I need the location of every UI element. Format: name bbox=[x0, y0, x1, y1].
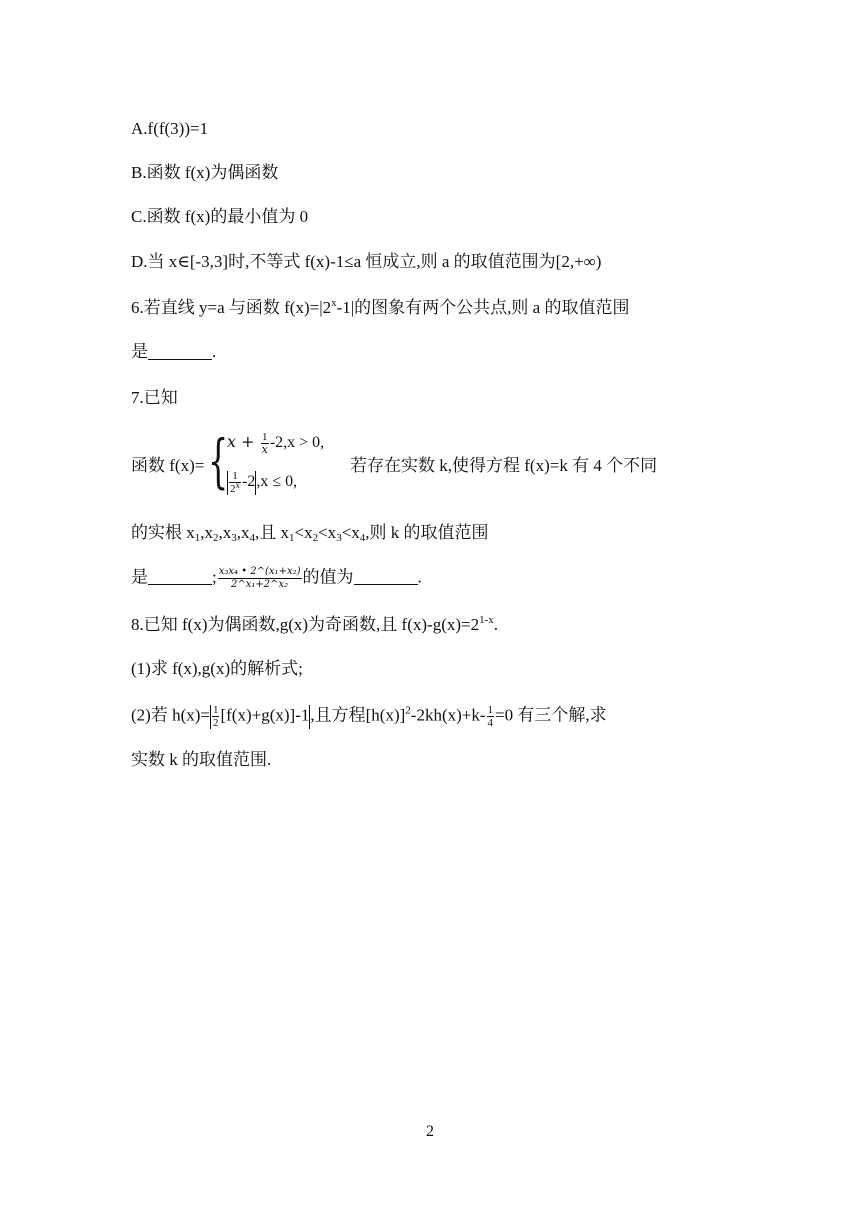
q7-roots-line: 的实根 $x_1,x_2,x_3,x_4$,且 $x_1<x_2<x_3<x_4$,则 k 的取值范围 bbox=[131, 523, 489, 544]
quarter-fraction: $\frac{1}{4}$ bbox=[487, 704, 494, 729]
q7-func-label: 函数 f(x)= bbox=[131, 456, 205, 475]
half-fraction: $\frac{1}{2}$ bbox=[212, 704, 219, 729]
option-d: D.当 x∈[-3,3]时,不等式 f(x)-1≤a 恒成立,则 a 的取值范围为[2,+∞) bbox=[131, 252, 602, 271]
option-c: C.函数 f(x)的最小值为 0 bbox=[131, 207, 309, 226]
piecewise-case-2 bbox=[227, 470, 297, 495]
abs-bar-left bbox=[210, 705, 211, 729]
q8-part2-line2: 实数 k 的取值范围. bbox=[131, 750, 272, 769]
q6-line2-text: 是 bbox=[131, 342, 148, 361]
q7-after-func: 若存在实数 k,使得方程 f(x)=k 有 4 个不同 bbox=[350, 456, 658, 475]
abs-bar-left bbox=[227, 471, 228, 495]
q6-line2 bbox=[131, 341, 216, 363]
expression-fraction: $\frac{\text{x₃x₄ • 2\textasciicircum{}(x₁+x₂)}}{\text{2\textasciicircum{}x₁+2\textasciicircum{}x₂}}$ bbox=[218, 566, 301, 590]
piecewise-case-1 bbox=[227, 431, 324, 456]
q8-part1: (1)求 f(x),g(x)的解析式; bbox=[131, 659, 303, 678]
case1-expr: x + bbox=[227, 432, 260, 452]
case2-tail: ,x ≤ 0, bbox=[256, 473, 298, 491]
q7-intro: 7.已知 bbox=[131, 388, 178, 407]
page-number: 2 bbox=[426, 1123, 434, 1140]
case1-tail: -2,x > 0, bbox=[269, 434, 325, 452]
case2-minus: -2 bbox=[242, 473, 256, 491]
option-b: B.函数 f(x)为偶函数 bbox=[131, 163, 279, 182]
q8-part2: (2)若 h(x)= $\frac{1}{2}$ [f(x)+g(x)]-1,且方程$[h(x)]^2-2kh(x)+k-$ $\frac{1}{4}$ =0 有三个解,求 bbox=[131, 704, 607, 729]
case2-frac: $\frac{1}{2^x}$ bbox=[230, 470, 241, 495]
option-a: A.f(f(3))=1 bbox=[131, 119, 209, 138]
q8-intro: 8.已知 f(x)为偶函数,g(x)为奇函数,且 $f(x)-g(x)=2^{1-x}$. bbox=[131, 614, 499, 634]
answer-blank[interactable] bbox=[148, 343, 212, 360]
q6-text-b: -1|的图象有两个公共点,则 a 的取值范围 bbox=[336, 298, 630, 317]
q6-line1 bbox=[131, 297, 629, 319]
answer-blank-value[interactable] bbox=[354, 568, 418, 585]
q7-last-line: 是 ; $\frac{\text{x₃x₄ • 2\textasciicircum{}(x₁+x₂)}}{\text{2\textasciicircum{}x₁+2\textasciicircum{}x₂}}$ 的值为 . bbox=[131, 566, 422, 590]
q6-end: . bbox=[212, 342, 217, 361]
piecewise-brace: { bbox=[208, 427, 229, 495]
answer-blank-k[interactable] bbox=[148, 568, 212, 585]
q6-text-a: 6.若直线 y=a 与函数 f(x)=|2 bbox=[131, 298, 332, 317]
case1-frac: $\frac{1}{x}$ bbox=[261, 431, 268, 456]
q6-sup: x bbox=[331, 297, 337, 309]
